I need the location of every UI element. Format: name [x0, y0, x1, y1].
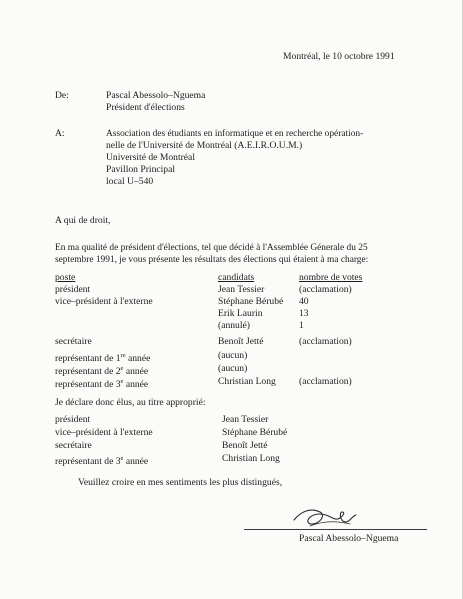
elected-name: Stéphane Bérubé — [222, 427, 288, 438]
result-candidate: Benoît Jetté — [218, 336, 264, 347]
result-votes: (acclamation) — [299, 376, 352, 387]
declaration: Je déclare donc élus, au titre approprié: — [55, 397, 206, 408]
result-candidate: Stéphane Bérubé — [218, 296, 284, 307]
poste-text: année — [123, 379, 149, 391]
elected-name: Benoît Jetté — [222, 440, 268, 451]
signature-name: Pascal Abessolo–Nguema — [299, 533, 399, 544]
result-poste: président — [55, 284, 91, 295]
result-votes: (acclamation) — [299, 336, 352, 347]
poste-text: année — [123, 456, 149, 468]
ordinal-suffix: re — [120, 352, 126, 359]
header-poste: poste — [55, 272, 76, 283]
to-line: Université de Montréal — [106, 152, 195, 163]
result-candidate: Christian Long — [218, 376, 276, 387]
intro-line: En ma qualité de président d'élections, tel que décidé à l'Assemblée Génerale du 25 — [55, 243, 368, 253]
intro-line: septembre 1991, je vous présente les résultats des élections qui étaient à ma charge: — [55, 255, 369, 265]
ordinal-suffix: e — [120, 455, 124, 462]
result-candidate: (aucun) — [218, 350, 248, 361]
result-poste — [55, 376, 148, 391]
to-label: A: — [55, 128, 65, 139]
result-votes: 40 — [299, 296, 309, 307]
from-title: Président d'élections — [106, 102, 185, 113]
ordinal-suffix: e — [120, 365, 124, 372]
handwritten-signature — [290, 502, 360, 532]
elected-poste — [55, 453, 148, 468]
poste-text: année — [125, 353, 151, 365]
result-votes: (acclamation) — [299, 284, 352, 295]
from-name: Pascal Abessolo–Nguema — [106, 90, 206, 101]
elected-poste: président — [55, 414, 91, 425]
letter-date: Montréal, le 10 octobre 1991 — [283, 51, 395, 62]
ordinal-suffix: e — [120, 378, 124, 385]
signature-line — [244, 529, 427, 530]
poste-text: représentant de 3 — [55, 456, 121, 468]
result-candidate: (annulé) — [218, 320, 250, 331]
from-label: De: — [55, 90, 69, 101]
salutation: A qui de droit, — [55, 215, 111, 226]
result-candidate: Erik Laurin — [218, 308, 263, 319]
result-votes: 1 — [299, 320, 304, 331]
to-line: local U–540 — [106, 176, 154, 187]
poste-text: représentant de 2 — [55, 366, 121, 378]
header-votes: nombre de votes — [299, 272, 363, 283]
to-line: Association des étudiants en informatique et en recherche opération- — [106, 129, 364, 139]
poste-text: année — [123, 366, 149, 378]
elected-name: Jean Tessier — [222, 414, 269, 425]
poste-text: représentant de 1 — [55, 353, 121, 365]
elected-poste: secrétaire — [55, 440, 92, 451]
header-candidats: candidats — [218, 272, 255, 283]
to-line: nelle de l'Université de Montréal (A.E.I.R.O.U.M.) — [106, 140, 303, 151]
result-poste: secrétaire — [55, 336, 92, 347]
result-candidate: Jean Tessier — [218, 284, 265, 295]
elected-name: Christian Long — [222, 453, 280, 464]
result-candidate: (aucun) — [218, 363, 248, 374]
result-poste: vice–président à l'externe — [55, 296, 153, 307]
poste-text: représentant de 3 — [55, 379, 121, 391]
closing: Veuillez croire en mes sentiments les plus distingués, — [78, 477, 283, 488]
to-line: Pavillon Principal — [106, 164, 176, 175]
elected-poste: vice–président à l'externe — [55, 427, 153, 438]
result-votes: 13 — [299, 308, 309, 319]
